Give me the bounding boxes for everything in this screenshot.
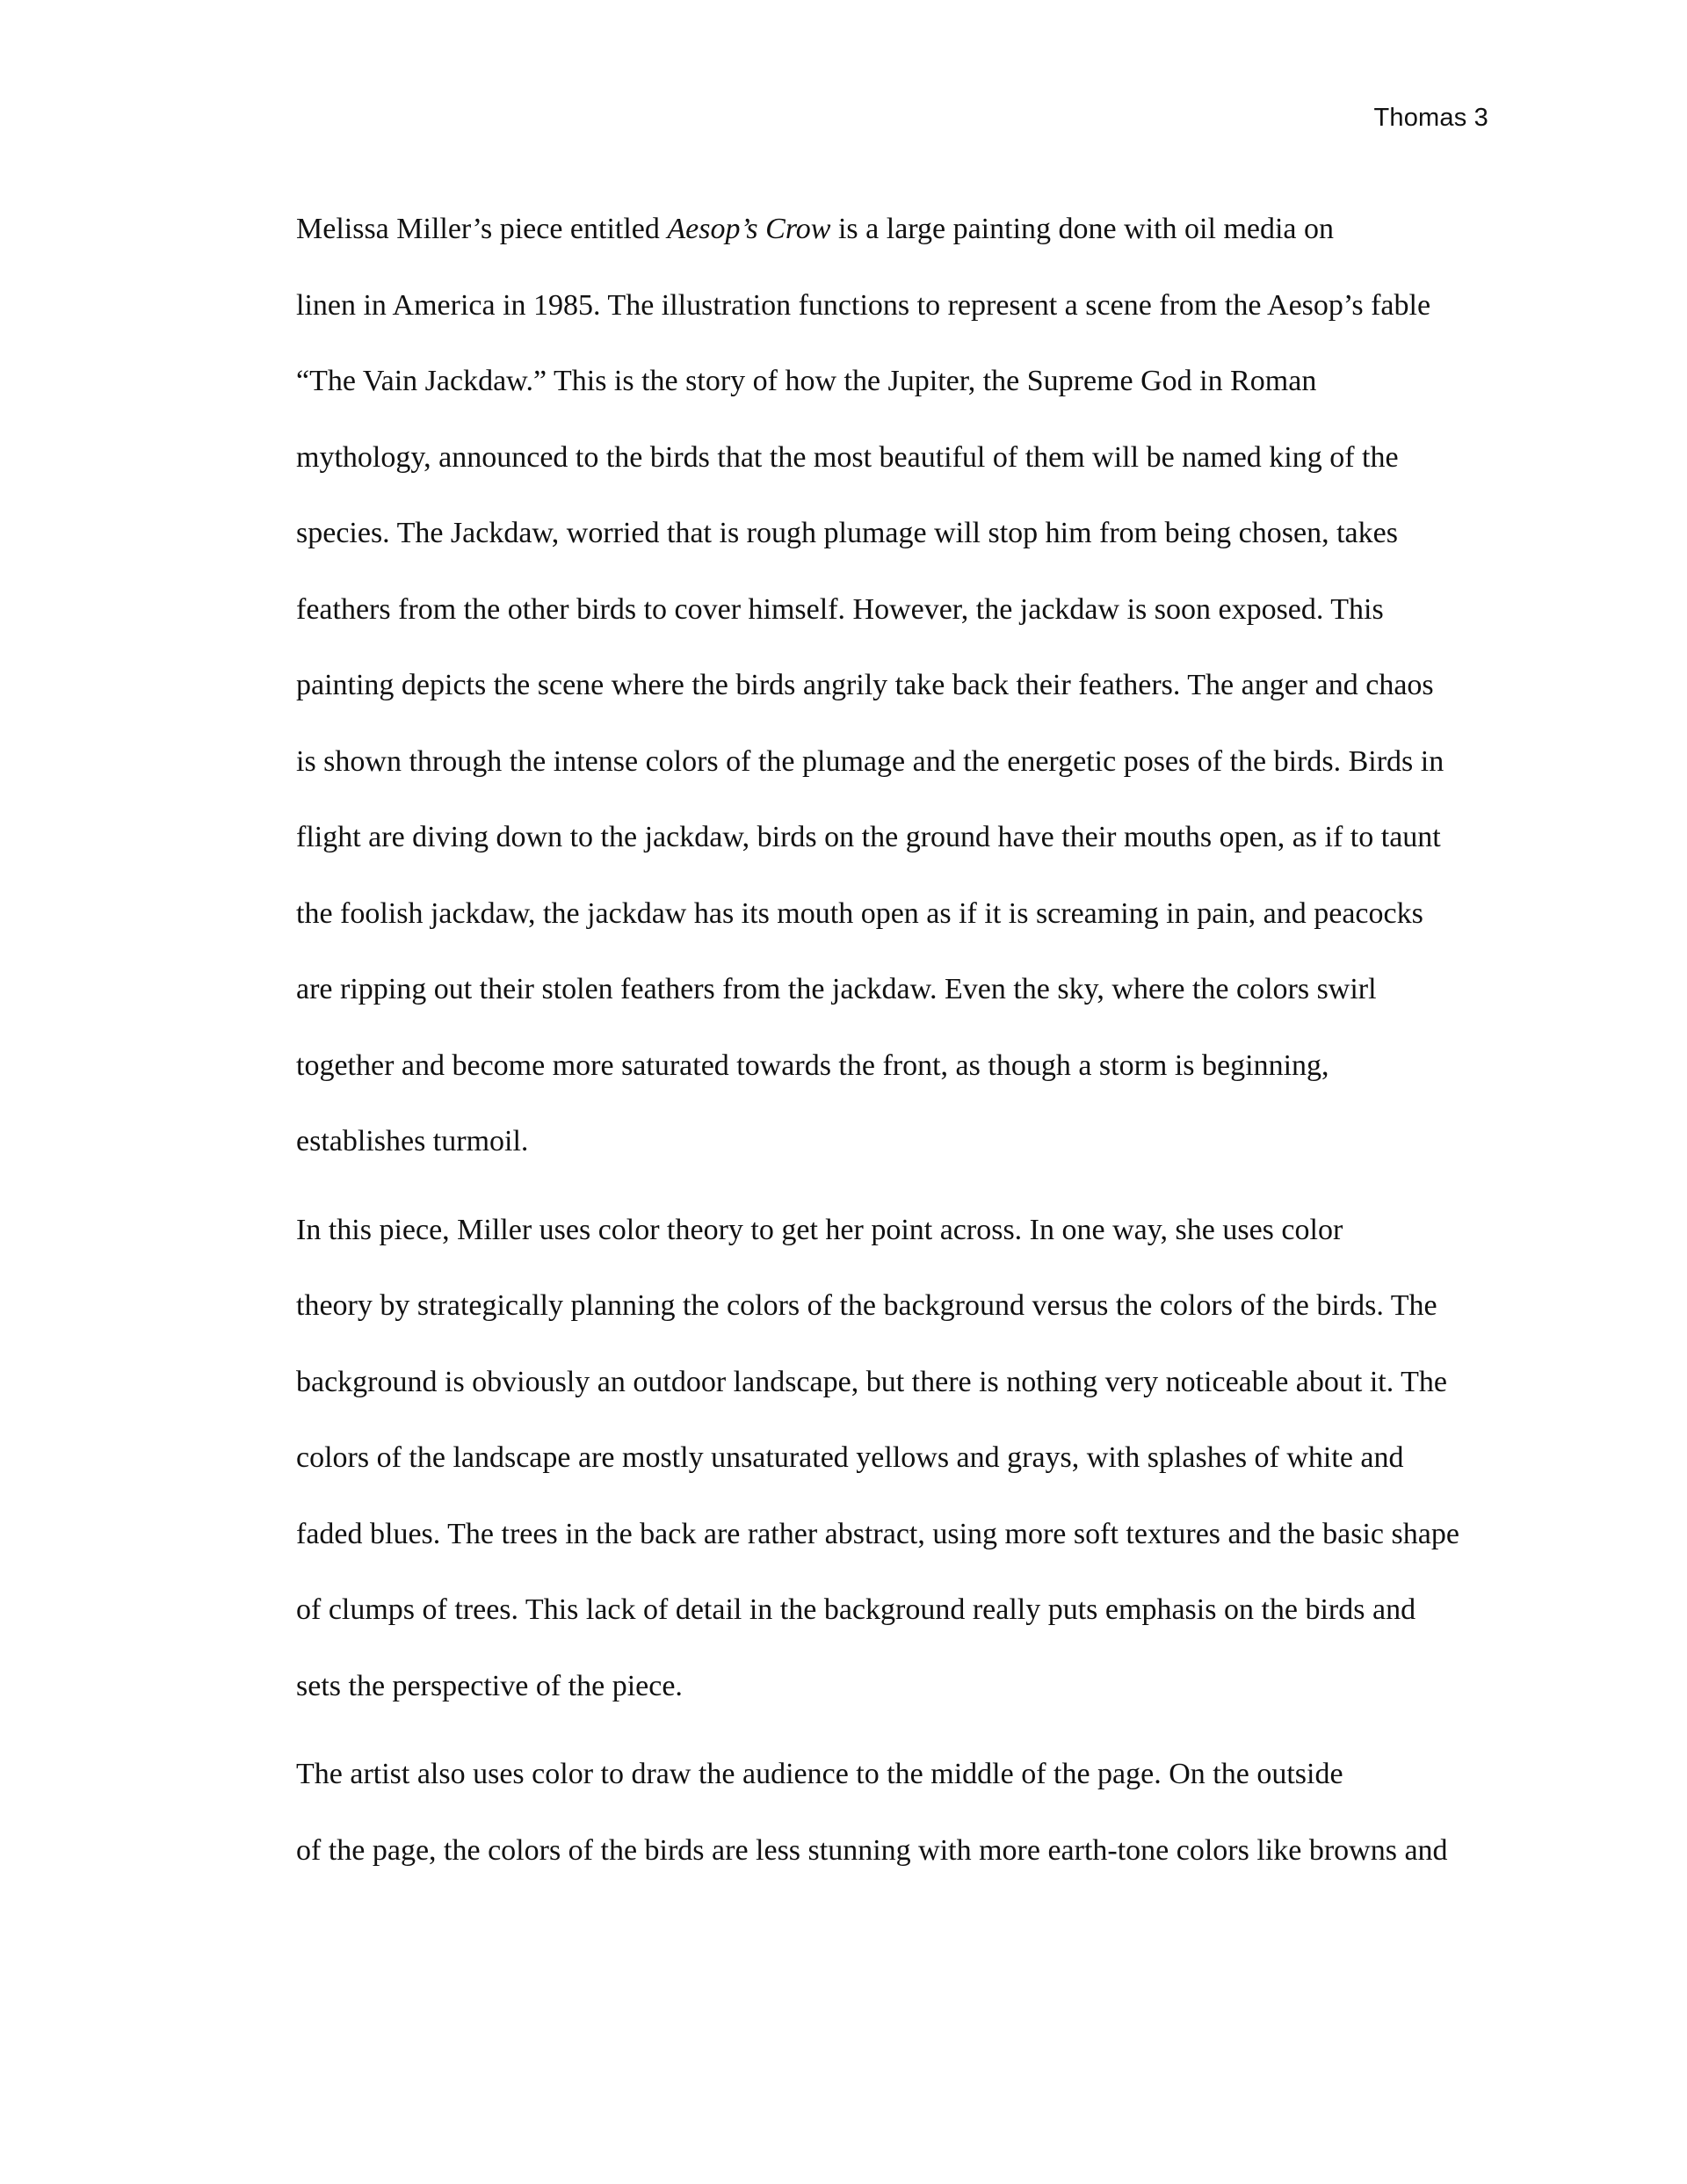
- paragraph-1: [198, 192, 1489, 1180]
- text-line: background is obviously an outdoor landscape, but there is nothing very noticeable about it. The: [296, 1365, 1447, 1398]
- text-line: of clumps of trees. This lack of detail in the background really puts emphasis on the birds and: [296, 1593, 1416, 1626]
- text-line: colors of the landscape are mostly unsaturated yellows and grays, with splashes of white and: [296, 1441, 1404, 1474]
- artwork-title: Aesop’s Crow: [667, 213, 831, 245]
- text-line: theory by strategically planning the colors of the background versus the colors of the birds. The: [296, 1289, 1437, 1322]
- text-line: linen in America in 1985. The illustration functions to represent a scene from the Aesop’s fable: [296, 288, 1431, 322]
- text-line: “The Vain Jackdaw.” This is the story of how the Jupiter, the Supreme God in Roman: [296, 365, 1317, 397]
- text-line: feathers from the other birds to cover himself. However, the jackdaw is soon exposed. This: [296, 592, 1384, 626]
- text-line: flight are diving down to the jackdaw, birds on the ground have their mouths open, as if to taunt: [296, 821, 1441, 853]
- text-line: of the page, the colors of the birds are less stunning with more earth-tone colors like browns and: [296, 1833, 1448, 1867]
- running-head: Thomas 3: [1373, 104, 1488, 132]
- text-line: Melissa Miller’s piece entitled Aesop’s Crow is a large painting done with oil media on: [296, 213, 1335, 245]
- text-line: faded blues. The trees in the back are rather abstract, using more soft textures and the basic shape: [296, 1517, 1459, 1550]
- paragraph-3: [198, 1737, 1489, 1889]
- text-line: is shown through the intense colors of the plumage and the energetic poses of the birds. Birds in: [296, 744, 1444, 778]
- text-line: sets the perspective of the piece.: [296, 1669, 683, 1702]
- text-line: species. The Jackdaw, worried that is rough plumage will stop him from being chosen, takes: [296, 517, 1398, 549]
- text-line: establishes turmoil.: [296, 1125, 529, 1157]
- paragraph-spacer: [198, 1180, 1489, 1193]
- text-line: painting depicts the scene where the birds angrily take back their feathers. The anger and chaos: [296, 669, 1434, 701]
- paragraph-spacer: [198, 1724, 1489, 1737]
- essay-body: [198, 192, 1489, 1889]
- paragraph-2: [198, 1193, 1489, 1725]
- text-line: together and become more saturated towards the front, as though a storm is beginning,: [296, 1048, 1329, 1082]
- text-line: The artist also uses color to draw the audience to the middle of the page. On the outside: [296, 1758, 1343, 1790]
- text-line: In this piece, Miller uses color theory to get her point across. In one way, she uses color: [296, 1213, 1343, 1246]
- text-line: the foolish jackdaw, the jackdaw has its mouth open as if it is screaming in pain, and peacocks: [296, 896, 1423, 930]
- text-line: are ripping out their stolen feathers from the jackdaw. Even the sky, where the colors swirl: [296, 973, 1377, 1005]
- text-line: mythology, announced to the birds that the most beautiful of them will be named king of the: [296, 440, 1399, 474]
